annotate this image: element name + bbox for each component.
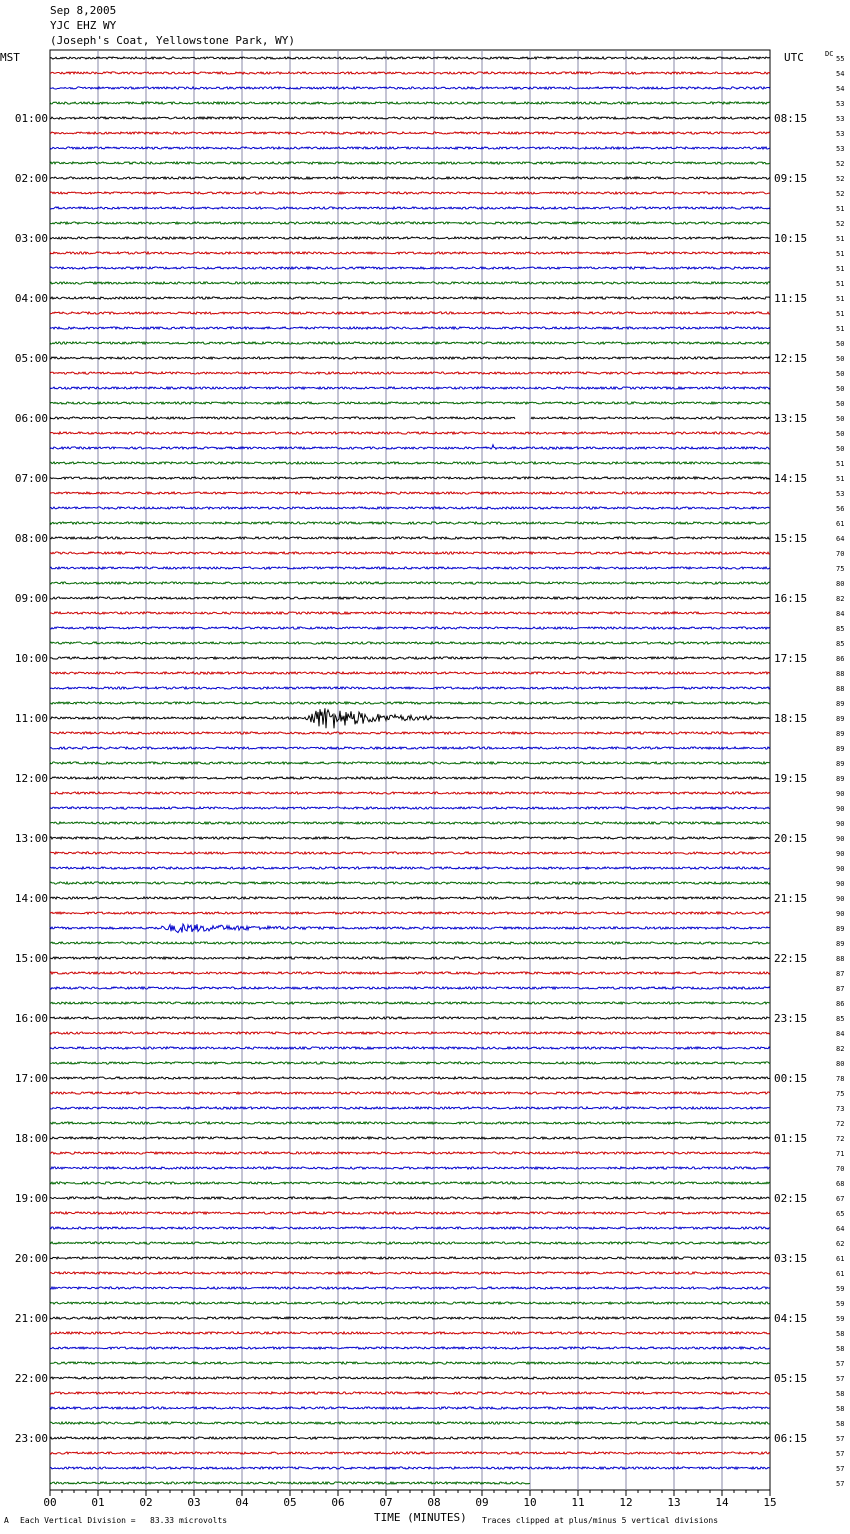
dc-offset-label: 82 <box>836 595 845 603</box>
right-hour-label: 13:15 <box>774 412 808 425</box>
left-hour-label: 01:00 <box>14 112 48 125</box>
dc-offset-label: 64 <box>836 1225 845 1233</box>
trace-line <box>50 87 770 89</box>
right-hour-label: 02:15 <box>774 1192 808 1205</box>
trace-line <box>50 102 770 104</box>
trace-line <box>50 282 770 284</box>
dc-offset-label: 90 <box>836 910 845 918</box>
right-hour-label: 00:15 <box>774 1072 808 1085</box>
trace-line <box>50 507 770 509</box>
left-hour-label: 06:00 <box>14 412 48 425</box>
trace-line <box>50 972 770 974</box>
right-hour-label: 19:15 <box>774 772 808 785</box>
dc-offset-label: 89 <box>836 745 845 753</box>
trace-line <box>50 1077 770 1079</box>
left-hour-label: 17:00 <box>14 1072 48 1085</box>
trace-line <box>50 597 770 599</box>
trace-line <box>50 732 770 734</box>
right-hour-label: 23:15 <box>774 1012 808 1025</box>
left-hour-label: 08:00 <box>14 532 48 545</box>
dc-offset-label: 51 <box>836 265 845 273</box>
dc-offset-label: 82 <box>836 1045 845 1053</box>
left-hour-label: 20:00 <box>14 1252 48 1265</box>
trace-line <box>50 1212 770 1214</box>
dc-offset-label: 61 <box>836 1255 845 1263</box>
trace-line <box>50 642 770 644</box>
trace-line <box>50 522 770 524</box>
dc-offset-label: 52 <box>836 175 845 183</box>
trace-line <box>50 837 770 839</box>
trace-line <box>50 492 770 494</box>
dc-offset-label: 61 <box>836 520 845 528</box>
trace-line <box>50 1197 770 1199</box>
right-hour-label: 08:15 <box>774 112 808 125</box>
trace-line <box>50 1422 770 1424</box>
trace-line <box>50 162 770 164</box>
dc-offset-label: 61 <box>836 1270 845 1278</box>
trace-line <box>50 852 770 854</box>
dc-offset-label: 51 <box>836 475 845 483</box>
trace-line <box>50 147 770 149</box>
trace-line <box>50 1152 770 1154</box>
dc-offset-label: 50 <box>836 370 845 378</box>
x-tick-label: 00 <box>43 1496 57 1509</box>
trace-line <box>50 267 770 269</box>
dc-offset-label: 90 <box>836 835 845 843</box>
trace-line <box>50 1377 770 1379</box>
dc-offset-label: 89 <box>836 775 845 783</box>
dc-offset-label: 50 <box>836 340 845 348</box>
trace-line <box>50 1167 770 1169</box>
dc-offset-label: 80 <box>836 580 845 588</box>
dc-offset-label: 50 <box>836 355 845 363</box>
trace-line <box>50 402 770 404</box>
x-axis-title: TIME (MINUTES) <box>374 1511 467 1524</box>
trace-line <box>50 327 770 329</box>
left-hour-label: 16:00 <box>14 1012 48 1025</box>
trace-line <box>50 807 770 809</box>
trace-line <box>50 912 770 914</box>
left-hour-label: 07:00 <box>14 472 48 485</box>
dc-offset-label: 88 <box>836 670 845 678</box>
x-tick-label: 06 <box>331 1496 345 1509</box>
x-tick-label: 08 <box>427 1496 441 1509</box>
left-hour-label: 23:00 <box>14 1432 48 1445</box>
dc-offset-label: 89 <box>836 940 845 948</box>
trace-line <box>50 177 770 179</box>
left-hour-label: 21:00 <box>14 1312 48 1325</box>
trace-line <box>50 72 770 74</box>
trace-line <box>50 747 770 749</box>
trace-line <box>50 942 770 944</box>
trace-line <box>50 1332 770 1334</box>
dc-offset-label: 89 <box>836 760 845 768</box>
dc-offset-label: 87 <box>836 985 845 993</box>
trace-line <box>50 477 770 479</box>
dc-offset-label: 58 <box>836 1420 845 1428</box>
left-hour-label: 10:00 <box>14 652 48 665</box>
dc-offset-label: 59 <box>836 1315 845 1323</box>
dc-offset-label: 52 <box>836 160 845 168</box>
dc-offset-label: 50 <box>836 430 845 438</box>
trace-line <box>50 1182 770 1184</box>
dc-offset-label: 53 <box>836 145 845 153</box>
right-hour-label: 17:15 <box>774 652 808 665</box>
trace-line <box>50 1362 770 1364</box>
dc-offset-label: 57 <box>836 1360 845 1368</box>
dc-offset-label: 58 <box>836 1390 845 1398</box>
trace-line <box>50 957 770 959</box>
left-hour-label: 02:00 <box>14 172 48 185</box>
trace-line <box>50 552 770 554</box>
trace-line <box>50 297 770 299</box>
trace-line <box>50 117 770 119</box>
dc-offset-label: 57 <box>836 1375 845 1383</box>
right-hour-label: 15:15 <box>774 532 808 545</box>
trace-line <box>50 1047 770 1049</box>
left-hour-label: 18:00 <box>14 1132 48 1145</box>
dc-offset-label: 85 <box>836 1015 845 1023</box>
dc-offset-label: 51 <box>836 310 845 318</box>
x-tick-label: 02 <box>139 1496 153 1509</box>
right-hour-label: 01:15 <box>774 1132 808 1145</box>
trace-line <box>50 924 770 933</box>
dc-offset-label: 86 <box>836 655 845 663</box>
trace-line <box>50 1437 770 1439</box>
x-tick-label: 12 <box>619 1496 633 1509</box>
trace-line <box>50 1017 770 1019</box>
trace-line <box>50 1392 770 1394</box>
dc-offset-label: 58 <box>836 1345 845 1353</box>
trace-line <box>50 612 770 614</box>
x-tick-label: 03 <box>187 1496 201 1509</box>
trace-line <box>50 1467 770 1469</box>
trace-line <box>50 672 770 674</box>
x-tick-label: 14 <box>715 1496 729 1509</box>
left-hour-label: 03:00 <box>14 232 48 245</box>
left-hour-label: 13:00 <box>14 832 48 845</box>
x-tick-label: 13 <box>667 1496 681 1509</box>
dc-offset-label: 90 <box>836 850 845 858</box>
dc-offset-label: 53 <box>836 490 845 498</box>
trace-line <box>50 822 770 824</box>
dc-offset-label: 88 <box>836 685 845 693</box>
dc-offset-label: 58 <box>836 1330 845 1338</box>
trace-line <box>50 687 770 689</box>
dc-offset-label: 51 <box>836 460 845 468</box>
chart-date: Sep 8,2005 <box>50 4 117 17</box>
dc-offset-label: 73 <box>836 1105 845 1113</box>
dc-offset-label: 75 <box>836 565 845 573</box>
trace-line <box>50 627 770 629</box>
right-hour-label: 20:15 <box>774 832 808 845</box>
trace-line <box>50 792 770 794</box>
left-hour-label: 05:00 <box>14 352 48 365</box>
dc-offset-label: 54 <box>836 85 845 93</box>
dc-offset-label: 85 <box>836 625 845 633</box>
dc-offset-label: 62 <box>836 1240 845 1248</box>
trace-line <box>50 432 770 434</box>
trace-line <box>50 582 770 584</box>
trace-line <box>50 1272 770 1274</box>
dc-offset-label: 89 <box>836 730 845 738</box>
dc-offset-label: 86 <box>836 1000 845 1008</box>
trace-line <box>50 207 770 209</box>
dc-offset-label: 84 <box>836 610 845 618</box>
trace-line <box>50 567 770 569</box>
dc-offset-label: 89 <box>836 715 845 723</box>
dc-offset-label: 68 <box>836 1180 845 1188</box>
trace-line <box>50 342 770 344</box>
dc-offset-label: 84 <box>836 1030 845 1038</box>
trace-line <box>50 882 770 884</box>
x-tick-label: 04 <box>235 1496 249 1509</box>
trace-line <box>50 1347 770 1349</box>
trace-line <box>50 708 770 728</box>
dc-offset-label: 87 <box>836 970 845 978</box>
right-hour-label: 10:15 <box>774 232 808 245</box>
dc-offset-label: 52 <box>836 220 845 228</box>
dc-offset-label: 72 <box>836 1120 845 1128</box>
trace-line <box>50 897 770 899</box>
dc-offset-label: 51 <box>836 235 845 243</box>
trace-line <box>50 702 770 704</box>
footer-mark: A <box>4 1516 9 1525</box>
trace-line <box>50 1257 770 1259</box>
dc-offset-label: 50 <box>836 445 845 453</box>
dc-offset-label: 51 <box>836 325 845 333</box>
dc-offset-label: 90 <box>836 820 845 828</box>
dc-offset-label: 53 <box>836 115 845 123</box>
left-hour-label: 04:00 <box>14 292 48 305</box>
x-tick-label: 07 <box>379 1496 393 1509</box>
dc-offset-label: 67 <box>836 1195 845 1203</box>
dc-offset-label: 85 <box>836 640 845 648</box>
trace-line <box>50 1227 770 1229</box>
trace-line <box>50 417 770 419</box>
x-tick-label: 01 <box>91 1496 105 1509</box>
trace-line <box>50 1122 770 1124</box>
trace-line <box>50 537 770 539</box>
trace-line <box>50 57 770 59</box>
dc-offset-label: 80 <box>836 1060 845 1068</box>
trace-line <box>50 1002 770 1004</box>
dc-offset-label: 57 <box>836 1450 845 1458</box>
dc-offset-label: 53 <box>836 130 845 138</box>
dc-offset-label: 51 <box>836 280 845 288</box>
dc-offset-label: 72 <box>836 1135 845 1143</box>
right-hour-label: 11:15 <box>774 292 808 305</box>
trace-line <box>50 132 770 134</box>
right-hour-label: 16:15 <box>774 592 808 605</box>
scale-note: Each Vertical Division = 83.33 microvolts <box>20 1516 228 1525</box>
dc-offset-label: 90 <box>836 790 845 798</box>
right-timezone-label: UTC <box>784 51 804 64</box>
dc-offset-label: 90 <box>836 895 845 903</box>
trace-line <box>50 357 770 359</box>
chart-location: (Joseph's Coat, Yellowstone Park, WY) <box>50 34 296 47</box>
left-hour-label: 11:00 <box>14 712 48 725</box>
x-tick-label: 15 <box>763 1496 777 1509</box>
right-hour-label: 14:15 <box>774 472 808 485</box>
clip-note: Traces clipped at plus/minus 5 vertical divisions <box>482 1516 719 1525</box>
trace-line <box>50 762 770 764</box>
trace-line <box>50 657 770 659</box>
dc-offset-label: 57 <box>836 1465 845 1473</box>
dc-offset-label: 89 <box>836 700 845 708</box>
x-tick-label: 11 <box>571 1496 585 1509</box>
x-tick-label: 05 <box>283 1496 297 1509</box>
dc-offset-label: 51 <box>836 250 845 258</box>
dc-offset-label: 64 <box>836 535 845 543</box>
trace-line <box>50 222 770 224</box>
right-hour-label: 09:15 <box>774 172 808 185</box>
left-timezone-label: MST <box>0 51 20 64</box>
right-hour-label: 06:15 <box>774 1432 808 1445</box>
right-hour-label: 12:15 <box>774 352 808 365</box>
dc-offset-label: 90 <box>836 805 845 813</box>
trace-line <box>50 192 770 194</box>
dc-offset-label: 75 <box>836 1090 845 1098</box>
trace-line <box>50 462 770 464</box>
dc-offset-label: 89 <box>836 925 845 933</box>
trace-line <box>50 1092 770 1094</box>
trace-line <box>50 372 770 374</box>
dc-offset-label: 56 <box>836 505 845 513</box>
right-hour-label: 04:15 <box>774 1312 808 1325</box>
trace-line <box>50 1032 770 1034</box>
dc-offset-label: 65 <box>836 1210 845 1218</box>
trace-line <box>50 312 770 314</box>
trace-line <box>50 1107 770 1109</box>
trace-line <box>50 387 770 389</box>
right-hour-label: 05:15 <box>774 1372 808 1385</box>
dc-offset-label: 50 <box>836 385 845 393</box>
trace-line <box>50 1062 770 1064</box>
dc-offset-label: 59 <box>836 1300 845 1308</box>
dc-offset-label: 52 <box>836 190 845 198</box>
dc-offset-label: 90 <box>836 865 845 873</box>
dc-offset-label: 53 <box>836 100 845 108</box>
dc-offset-header: DC <box>825 50 834 58</box>
dc-offset-label: 90 <box>836 880 845 888</box>
dc-offset-label: 70 <box>836 550 845 558</box>
x-tick-label: 09 <box>475 1496 489 1509</box>
trace-line <box>50 1137 770 1139</box>
trace-line <box>50 777 770 779</box>
trace-line <box>50 1452 770 1454</box>
trace-line <box>50 1242 770 1244</box>
right-hour-label: 21:15 <box>774 892 808 905</box>
right-hour-label: 18:15 <box>774 712 808 725</box>
left-hour-label: 22:00 <box>14 1372 48 1385</box>
trace-line <box>50 237 770 239</box>
left-hour-label: 14:00 <box>14 892 48 905</box>
trace-line <box>50 445 770 449</box>
dc-offset-label: 55 <box>836 55 845 63</box>
dc-offset-label: 70 <box>836 1165 845 1173</box>
chart-station: YJC EHZ WY <box>50 19 117 32</box>
dc-offset-label: 71 <box>836 1150 845 1158</box>
trace-line <box>50 252 770 254</box>
trace-line <box>50 1407 770 1409</box>
dc-offset-label: 58 <box>836 1405 845 1413</box>
dc-offset-label: 51 <box>836 205 845 213</box>
left-hour-label: 12:00 <box>14 772 48 785</box>
dc-offset-label: 51 <box>836 295 845 303</box>
dc-offset-label: 78 <box>836 1075 845 1083</box>
trace-line <box>50 867 770 869</box>
right-hour-label: 22:15 <box>774 952 808 965</box>
dc-offset-label: 50 <box>836 400 845 408</box>
x-tick-label: 10 <box>523 1496 537 1509</box>
trace-line <box>50 1287 770 1289</box>
dc-offset-label: 50 <box>836 415 845 423</box>
dc-offset-label: 88 <box>836 955 845 963</box>
left-hour-label: 19:00 <box>14 1192 48 1205</box>
dc-offset-label: 57 <box>836 1480 845 1488</box>
trace-line <box>50 1302 770 1304</box>
dc-offset-label: 54 <box>836 70 845 78</box>
right-hour-label: 03:15 <box>774 1252 808 1265</box>
dc-offset-label: 57 <box>836 1435 845 1443</box>
dc-offset-label: 59 <box>836 1285 845 1293</box>
left-hour-label: 15:00 <box>14 952 48 965</box>
trace-line <box>50 987 770 989</box>
left-hour-label: 09:00 <box>14 592 48 605</box>
trace-line <box>50 1317 770 1319</box>
